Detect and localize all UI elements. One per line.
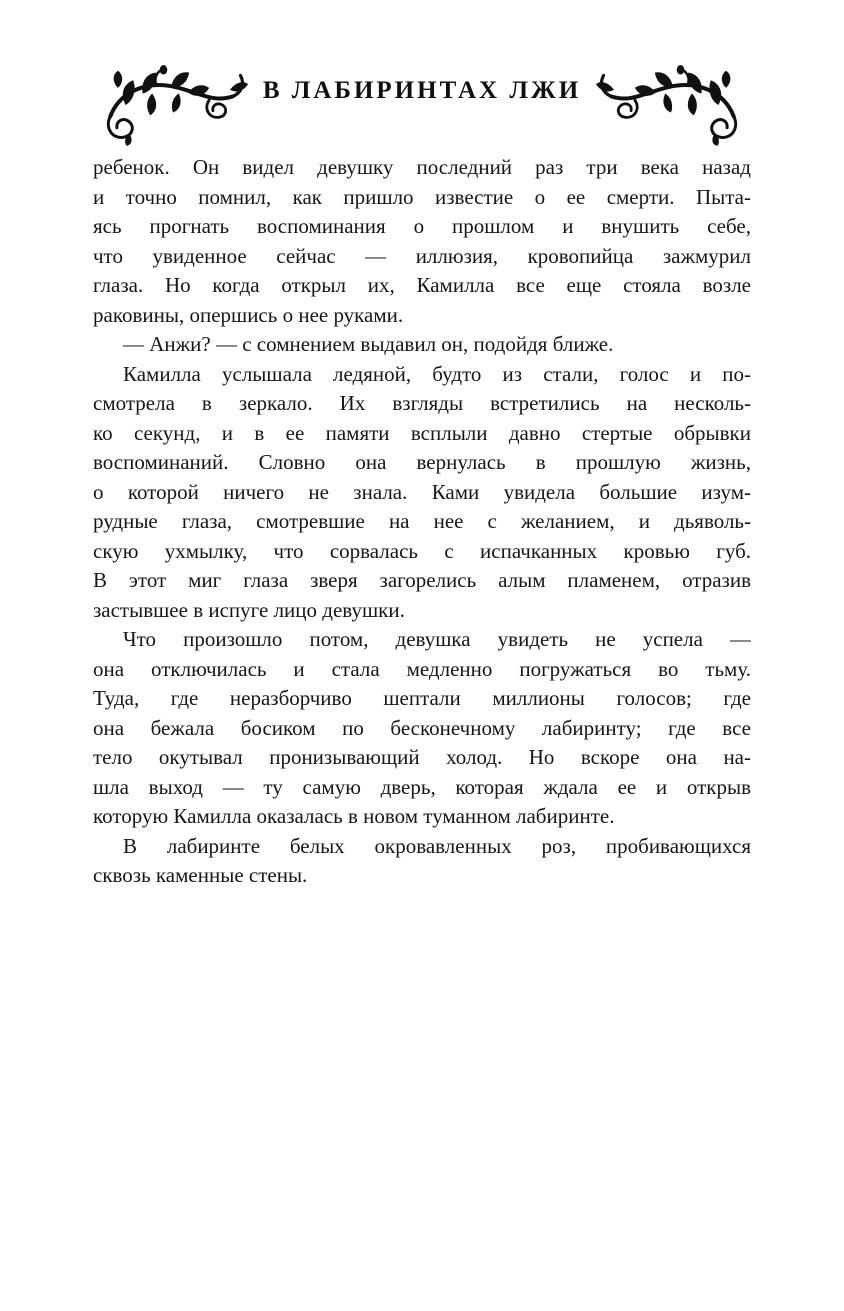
text-line: смотрела в зеркало. Их взгляды встретились на несколь- [93, 391, 751, 415]
text-line: В лабиринте белых окровавленных роз, пробивающихся [123, 833, 751, 858]
text-line: раковины, опершись о нее руками. [93, 302, 404, 327]
text-line: застывшее в испуге лицо девушки. [93, 597, 405, 622]
text-line: ребенок. Он видел девушку последний раз три века назад [93, 155, 751, 179]
paragraph [93, 832, 751, 891]
paragraph [93, 625, 751, 832]
text-line: сквозь каменные стены. [93, 863, 308, 887]
text-line: Что произошло потом, девушка увидеть не успела — [123, 627, 751, 651]
text-line: она отключилась и стала медленно погружаться во тьму. [93, 656, 751, 681]
paragraph [93, 330, 751, 360]
text-line: тело окутывал пронизывающий холод. Но вскоре она на- [93, 745, 751, 769]
page-body-text [93, 153, 751, 891]
vine-flourish-left-icon [97, 61, 249, 147]
text-line: ясь прогнать воспоминания о прошлом и внушить себе, [93, 214, 751, 238]
text-line: которую Камилла оказалась в новом туманном лабиринте. [93, 804, 615, 828]
paragraph [93, 360, 751, 626]
text-line: глаза. Но когда открыл их, Камилла все еще стояла возле [93, 273, 751, 297]
text-line: и точно помнил, как пришло известие о ее смерти. Пыта- [93, 184, 751, 209]
text-line: Камилла услышала ледяной, будто из стали, голос и по- [123, 361, 751, 386]
text-line: Туда, где неразборчиво шептали миллионы голосов; где [93, 686, 751, 710]
text-line: — Анжи? — с сомнением выдавил он, подойдя ближе. [123, 332, 614, 356]
text-line: о которой ничего не знала. Ками увидела большие изум- [93, 479, 751, 504]
vine-flourish-right-icon [595, 61, 747, 147]
chapter-title: В ЛАБИРИНТАХ ЛЖИ [262, 77, 582, 104]
text-line: что увиденное сейчас — иллюзия, кровопийца зажмурил [93, 243, 751, 268]
text-line: В этот миг глаза зверя загорелись алым пламенем, отразив [93, 568, 751, 592]
text-line: она бежала босиком по бесконечному лабиринту; где все [93, 715, 751, 740]
text-line: ко секунд, и в ее памяти всплыли давно стертые обрывки [93, 420, 751, 445]
running-head [0, 58, 844, 150]
text-line: воспоминаний. Словно она вернулась в прошлую жизнь, [93, 450, 751, 474]
text-line: скую ухмылку, что сорвалась с испачканных кровью губ. [93, 538, 751, 563]
text-line: шла выход — ту самую дверь, которая ждала ее и открыв [93, 774, 751, 799]
paragraph [93, 153, 751, 330]
text-line: рудные глаза, смотревшие на нее с желанием, и дьяволь- [93, 509, 751, 533]
